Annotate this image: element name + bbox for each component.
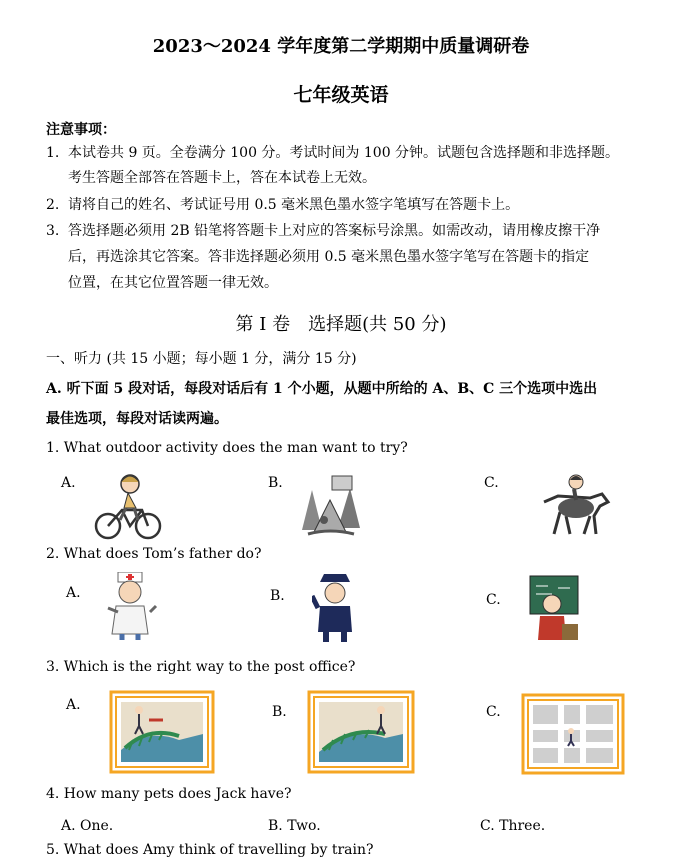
exam-subtitle: 七年级英语: [293, 84, 389, 106]
note-3-line1: 答选择题必须用 2B 铅笔将答题卡上对应的答案标号涂黑。如需改动，请用橡皮擦干净: [68, 223, 601, 239]
bridge-path-icon: [109, 690, 215, 774]
police-officer-icon: [312, 572, 358, 642]
teacher-icon: [526, 574, 582, 646]
q3-option-c: C.: [486, 704, 501, 720]
instruction-line2: 最佳选项，每段对话读两遍。: [46, 411, 228, 427]
q3-option-a: A.: [66, 697, 81, 713]
q4-option-b: B. Two.: [268, 818, 321, 834]
crossroad-map-icon: [521, 693, 625, 775]
q1-option-b: B.: [268, 475, 283, 491]
instruction-line1: A. 听下面 5 段对话，每段对话后有 1 个小题，从题中所给的 A、B、C 三个选项中选出: [46, 381, 598, 397]
note-2-num: 2.: [46, 197, 60, 213]
q2-option-a: A.: [66, 585, 81, 601]
note-3-num: 3.: [46, 223, 60, 239]
cyclist-icon: [92, 470, 164, 542]
note-1-line1: 本试卷共 9 页。全卷满分 100 分。考试时间为 100 分钟。试题包含选择题和非选择题。: [68, 145, 620, 161]
note-1-line2: 考生答题全部答在答题卡上，答在本试卷上无效。: [68, 170, 376, 186]
part1-heading: 第 I 卷 选择题(共 50 分): [235, 314, 447, 335]
q1-option-a: A.: [61, 475, 76, 491]
question-2: 2. What does Tom’s father do?: [46, 546, 262, 562]
camping-tent-icon: [298, 470, 362, 540]
q3-option-b: B.: [272, 704, 287, 720]
q4-option-c: C. Three.: [480, 818, 546, 834]
q2-option-c: C.: [486, 592, 501, 608]
q1-option-c: C.: [484, 475, 499, 491]
q4-option-a: A. One.: [61, 818, 114, 834]
note-3-line3: 位置，在其它位置答题一律无效。: [68, 275, 278, 291]
exam-title: 2023～2024 学年度第二学期期中质量调研卷: [152, 36, 530, 57]
question-3: 3. Which is the right way to the post office?: [46, 659, 356, 675]
bridge-path-icon: [307, 690, 415, 774]
question-4: 4. How many pets does Jack have?: [46, 786, 292, 802]
note-3-line2: 后，再选涂其它答案。答非选择题必须用 0.5 毫米黑色墨水签字笔写在答题卡的指定: [68, 249, 590, 265]
note-2-line1: 请将自己的姓名、考试证号用 0.5 毫米黑色墨水签字笔填写在答题卡上。: [68, 197, 520, 213]
question-1: 1. What outdoor activity does the man want to try?: [46, 440, 408, 456]
horse-rider-icon: [536, 472, 614, 542]
listening-section-title: 一、听力 (共 15 小题；每小题 1 分，满分 15 分): [46, 351, 357, 367]
note-1-num: 1.: [46, 145, 60, 161]
doctor-icon: [104, 572, 158, 640]
question-5: 5. What does Amy think of travelling by train?: [46, 842, 374, 858]
notes-heading: 注意事项：: [46, 122, 116, 138]
q2-option-b: B.: [270, 588, 285, 604]
